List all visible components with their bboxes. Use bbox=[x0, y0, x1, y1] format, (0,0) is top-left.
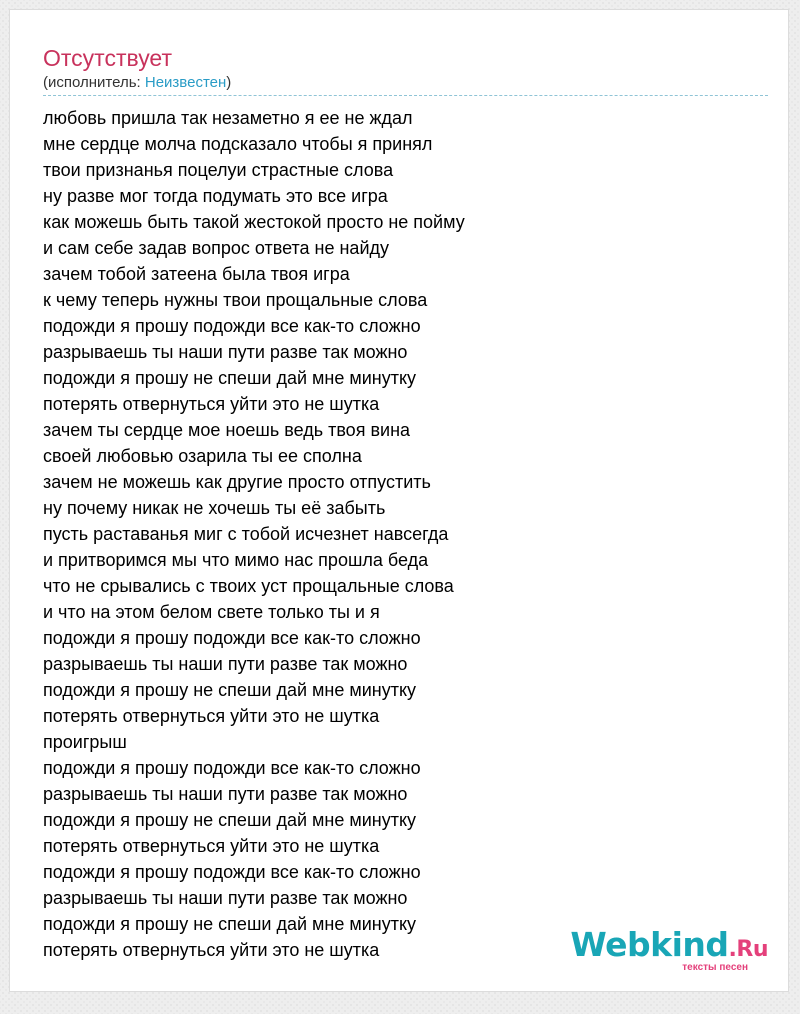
lyric-line: потерять отвернуться уйти это не шутка bbox=[43, 836, 380, 856]
lyric-line: и что на этом белом свете только ты и я bbox=[43, 602, 380, 622]
lyric-line: ну разве мог тогда подумать это все игра bbox=[43, 186, 388, 206]
lyric-line: мне сердце молча подсказало чтобы я принял bbox=[43, 134, 433, 154]
artist-prefix: (исполнитель: bbox=[43, 74, 145, 91]
lyric-line: разрываешь ты наши пути разве так можно bbox=[43, 654, 408, 674]
logo-tld: .Ru bbox=[728, 937, 768, 962]
lyric-line: разрываешь ты наши пути разве так можно bbox=[43, 342, 408, 362]
lyrics-page bbox=[9, 9, 789, 992]
lyric-line: подожди я прошу подожди все как-то сложно bbox=[43, 862, 421, 882]
lyric-line: пусть раставанья миг с тобой исчезнет навсегда bbox=[43, 524, 449, 544]
lyric-line: твои признанья поцелуи страстные слова bbox=[43, 160, 394, 180]
artist-line bbox=[43, 73, 231, 93]
lyric-line: проигрыш bbox=[43, 732, 127, 752]
lyric-line: потерять отвернуться уйти это не шутка bbox=[43, 940, 380, 960]
lyric-line: подожди я прошу подожди все как-то сложно bbox=[43, 758, 421, 778]
lyric-line: подожди я прошу не спеши дай мне минутку bbox=[43, 680, 417, 700]
lyric-line: как можешь быть такой жестокой просто не пойму bbox=[43, 212, 465, 232]
title-divider bbox=[43, 95, 768, 96]
logo-name: Webkind bbox=[570, 925, 729, 964]
lyric-line: подожди я прошу не спеши дай мне минутку bbox=[43, 914, 417, 934]
lyric-line: потерять отвернуться уйти это не шутка bbox=[43, 394, 380, 414]
lyric-line: любовь пришла так незаметно я ее не ждал bbox=[43, 108, 413, 128]
artist-link[interactable]: Неизвестен bbox=[144, 74, 227, 91]
lyric-line: и притворимся мы что мимо нас прошла беда bbox=[43, 550, 429, 570]
artist-suffix: ) bbox=[226, 74, 232, 91]
lyrics-text bbox=[43, 105, 465, 963]
lyric-line: подожди я прошу подожди все как-то сложно bbox=[43, 316, 421, 336]
lyric-line: зачем ты сердце мое ноешь ведь твоя вина bbox=[43, 420, 411, 440]
lyric-line: и сам себе задав вопрос ответа не найду bbox=[43, 238, 389, 258]
lyric-line: подожди я прошу не спеши дай мне минутку bbox=[43, 810, 417, 830]
lyric-line: к чему теперь нужны твои прощальные слова bbox=[43, 290, 428, 310]
lyric-line: потерять отвернуться уйти это не шутка bbox=[43, 706, 380, 726]
lyric-line: зачем не можешь как другие просто отпустить bbox=[43, 472, 431, 492]
lyric-line: подожди я прошу не спеши дай мне минутку bbox=[43, 368, 417, 388]
lyric-line: что не срывались с твоих уст прощальные слова bbox=[43, 576, 454, 596]
logo-tagline: тексты песен bbox=[682, 962, 748, 973]
lyric-line: своей любовью озарила ты ее сполна bbox=[43, 446, 362, 466]
lyric-line: разрываешь ты наши пути разве так можно bbox=[43, 888, 408, 908]
song-title: Отсутствует bbox=[43, 45, 172, 71]
lyric-line: подожди я прошу подожди все как-то сложно bbox=[43, 628, 421, 648]
lyric-line: ну почему никак не хочешь ты её забыть bbox=[43, 498, 386, 518]
lyric-line: зачем тобой затеена была твоя игра bbox=[43, 264, 350, 284]
lyric-line: разрываешь ты наши пути разве так можно bbox=[43, 784, 408, 804]
webkind-logo[interactable] bbox=[570, 925, 768, 973]
